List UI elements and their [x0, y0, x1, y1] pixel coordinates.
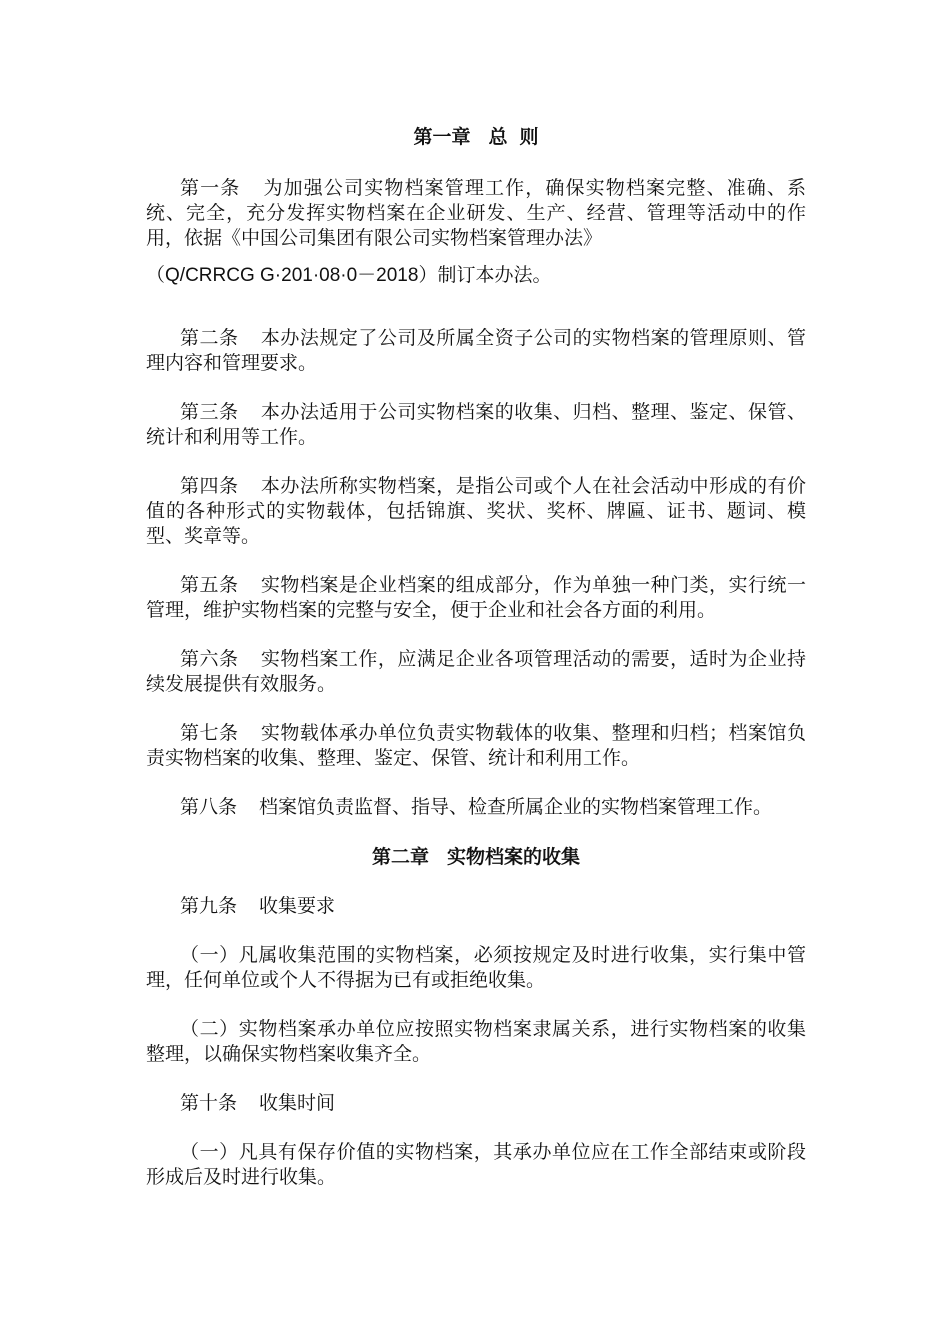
chapter-2-title: 实物档案的收集 [447, 846, 581, 868]
article-4 [146, 474, 806, 549]
article-10-label: 第十条 [180, 1092, 238, 1114]
chapter-1-heading [146, 124, 806, 150]
article-10 [146, 1091, 806, 1116]
article-5 [146, 573, 806, 623]
article-7 [146, 721, 806, 771]
article-8 [146, 795, 806, 820]
chapter-1-title-a: 总 [488, 126, 508, 148]
document-page [146, 124, 806, 1190]
article-2-text: 本办法规定了公司及所属全资子公司的实物档案的管理原则、管理内容和管理要求。 [146, 327, 806, 374]
article-9 [146, 894, 806, 919]
chapter-2-label: 第二章 [371, 846, 429, 868]
article-7-text: 实物载体承办单位负责实物载体的收集、整理和归档；档案馆负责实物档案的收集、整理、鉴定、保管、统计和利用工作。 [146, 722, 806, 769]
article-9-item-1: （一）凡属收集范围的实物档案，必须按规定及时进行收集，实行集中管理，任何单位或个人不得据为已有或拒绝收集。 [146, 944, 806, 991]
chapter-1-title-b: 则 [519, 126, 539, 148]
article-10-item-1: （一）凡具有保存价值的实物档案，其承办单位应在工作全部结束或阶段形成后及时进行收集。 [146, 1141, 806, 1188]
article-4-text: 本办法所称实物档案，是指公司或个人在社会活动中形成的有价值的各种形式的实物载体，包括锦旗、奖状、奖杯、牌匾、证书、题词、模型、奖章等。 [146, 475, 806, 547]
article-1-open-paren: （ [146, 264, 166, 286]
article-2 [146, 326, 806, 376]
chapter-1-label: 第一章 [413, 126, 471, 148]
article-1-label: 第一条 [180, 177, 241, 199]
article-6-text: 实物档案工作，应满足企业各项管理活动的需要，适时为企业持续发展提供有效服务。 [146, 648, 806, 695]
article-10-text: 收集时间 [259, 1092, 336, 1114]
article-1-continuation [146, 263, 806, 288]
article-2-label: 第二条 [180, 327, 239, 349]
chapter-2-heading [146, 844, 806, 870]
article-5-label: 第五条 [180, 574, 239, 596]
article-8-text: 档案馆负责监督、指导、检查所属企业的实物档案管理工作。 [259, 796, 773, 818]
standard-code: Q/CRRCG G·201·08·0－2018 [165, 265, 419, 286]
article-6-label: 第六条 [180, 648, 239, 670]
article-6 [146, 647, 806, 697]
article-3-label: 第三条 [180, 401, 239, 423]
article-9-text: 收集要求 [259, 895, 336, 917]
article-1-cont-text: ）制订本办法。 [418, 264, 552, 286]
article-1 [146, 176, 806, 251]
article-8-label: 第八条 [180, 796, 238, 818]
article-9-label: 第九条 [180, 895, 238, 917]
article-9-item-2: （二）实物档案承办单位应按照实物档案隶属关系，进行实物档案的收集整理，以确保实物档案收集齐全。 [146, 1018, 806, 1065]
article-3-text: 本办法适用于公司实物档案的收集、归档、整理、鉴定、保管、统计和利用等工作。 [146, 401, 806, 448]
article-3 [146, 400, 806, 450]
article-5-text: 实物档案是企业档案的组成部分，作为单独一种门类，实行统一管理，维护实物档案的完整与安全，便于企业和社会各方面的利用。 [146, 574, 806, 621]
article-1-text: 为加强公司实物档案管理工作，确保实物档案完整、准确、系统、完全，充分发挥实物档案在企业研发、生产、经营、管理等活动中的作用，依据《中国公司集团有限公司实物档案管理办法》 [146, 177, 806, 249]
article-7-label: 第七条 [180, 722, 239, 744]
article-4-label: 第四条 [180, 475, 239, 497]
